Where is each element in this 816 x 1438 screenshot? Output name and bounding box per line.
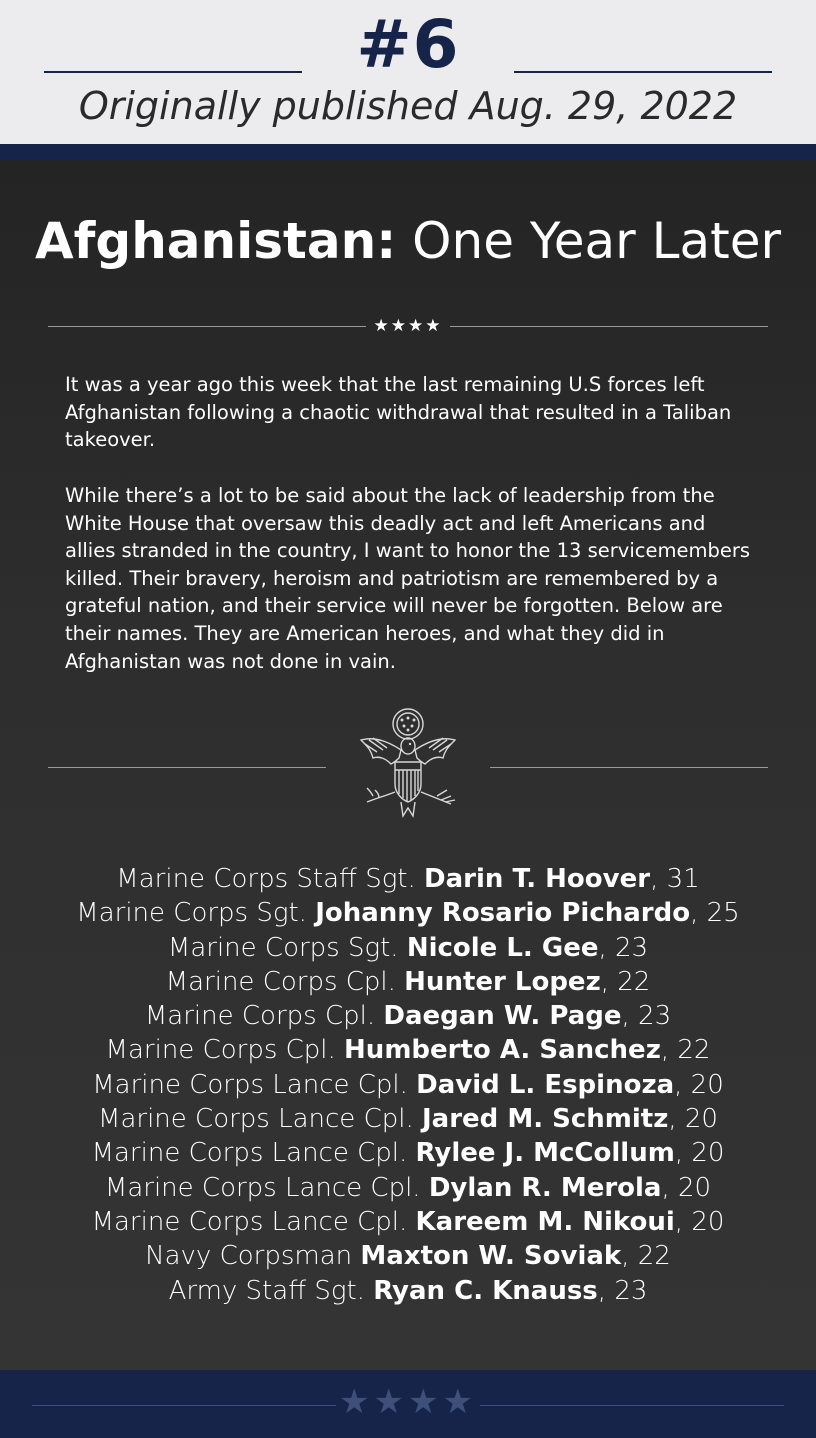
servicemember-name: Daegan W. Page	[383, 1001, 622, 1032]
title-bold: Afghanistan:	[34, 212, 397, 270]
servicemember-name: Nicole L. Gee	[406, 932, 599, 963]
service-rank: Marine Corps Lance Cpl.	[91, 1206, 416, 1237]
fallen-servicemembers-list	[0, 862, 816, 1308]
servicemember-age: , 23	[621, 1001, 672, 1032]
footer-line-left	[32, 1405, 336, 1406]
name-row	[0, 1274, 816, 1308]
servicemember-age: , 20	[668, 1104, 718, 1135]
service-rank: Marine Corps Lance Cpl.	[91, 1138, 416, 1169]
footer-line-right	[480, 1405, 784, 1406]
servicemember-name: Maxton W. Soviak	[360, 1241, 622, 1272]
service-rank: Marine Corps Staff Sgt.	[116, 864, 425, 894]
service-rank: Marine Corps Cpl.	[105, 1035, 345, 1066]
servicemember-name: Dylan R. Merola	[428, 1172, 662, 1203]
name-row	[0, 1171, 816, 1205]
servicemember-age: , 22	[600, 966, 651, 997]
header-band	[0, 0, 816, 144]
name-row	[0, 896, 816, 930]
servicemember-name: Rylee J. McCollum	[415, 1138, 675, 1169]
divider-line-left	[48, 326, 366, 327]
service-rank: Marine Corps Lance Cpl.	[98, 1104, 422, 1135]
divider-stars-icon: ★★★★	[373, 316, 443, 336]
service-rank: Marine Corps Lance Cpl.	[104, 1172, 429, 1203]
servicemember-age: , 20	[661, 1172, 712, 1203]
servicemember-age: , 20	[674, 1206, 725, 1237]
name-row	[0, 1205, 816, 1239]
servicemember-name: Humberto A. Sanchez	[344, 1035, 661, 1066]
published-date: Originally published Aug. 29, 2022	[78, 84, 738, 128]
servicemember-age: , 22	[621, 1241, 671, 1272]
servicemember-age: , 20	[674, 1138, 725, 1169]
navy-band	[0, 144, 816, 160]
service-rank: Marine Corps Sgt.	[167, 932, 407, 963]
servicemember-name: Hunter Lopez	[404, 966, 601, 997]
service-rank: Marine Corps Lance Cpl.	[92, 1069, 417, 1100]
servicemember-age: , 25	[690, 898, 740, 929]
servicemember-name: Darin T. Hoover	[424, 864, 651, 894]
footer-stars-icon: ★★★★	[339, 1382, 477, 1422]
name-row	[0, 965, 816, 999]
paragraph-2: While there’s a lot to be said about the lack of leadership from the White House that oversaw this deadly act and left Americans and allies stranded in the country, I want to honor the 13 servicemembers killed. Their bravery, heroism and patriotism are remembered by a grateful nation, and their service will never be forgotten. Below are their names. They are American heroes, and what they did in Afghanistan was not done in vain.	[65, 484, 751, 673]
name-row	[0, 862, 816, 896]
title-rest: One Year Later	[396, 212, 782, 270]
service-rank: Army Staff Sgt.	[168, 1275, 374, 1306]
servicemember-age: , 22	[660, 1035, 711, 1066]
service-rank: Marine Corps Sgt.	[76, 898, 316, 929]
servicemember-age: , 23	[598, 932, 649, 963]
servicemember-name: Johanny Rosario Pichardo	[315, 898, 691, 929]
great-seal-eagle-icon	[351, 706, 463, 820]
name-row	[0, 1068, 816, 1102]
servicemember-name: Jared M. Schmitz	[421, 1104, 669, 1135]
servicemember-name: Ryan C. Knauss	[373, 1275, 598, 1306]
name-row	[0, 1033, 816, 1067]
header-rule-right	[514, 71, 772, 73]
footer-band	[0, 1370, 816, 1438]
rank-number: #6	[356, 6, 460, 83]
article-title	[0, 212, 816, 270]
seal-line-left	[48, 767, 326, 768]
paragraph-1: It was a year ago this week that the last remaining U.S forces left Afghanistan following a chaotic withdrawal that resulted in a Taliban takeover.	[65, 373, 732, 452]
servicemember-age: , 23	[597, 1275, 648, 1306]
servicemember-name: Kareem M. Nikoui	[415, 1206, 675, 1237]
servicemember-age: , 31	[650, 864, 700, 894]
name-row	[0, 1239, 816, 1273]
name-row	[0, 1136, 816, 1170]
service-rank: Marine Corps Cpl.	[144, 1001, 384, 1032]
seal-line-right	[490, 767, 768, 768]
name-row	[0, 999, 816, 1033]
servicemember-name: David L. Espinoza	[416, 1069, 675, 1100]
service-rank: Navy Corpsman	[145, 1241, 361, 1272]
servicemember-age: , 20	[674, 1069, 724, 1100]
name-row	[0, 931, 816, 965]
name-row	[0, 1102, 816, 1136]
service-rank: Marine Corps Cpl.	[165, 966, 405, 997]
divider-line-right	[450, 326, 768, 327]
